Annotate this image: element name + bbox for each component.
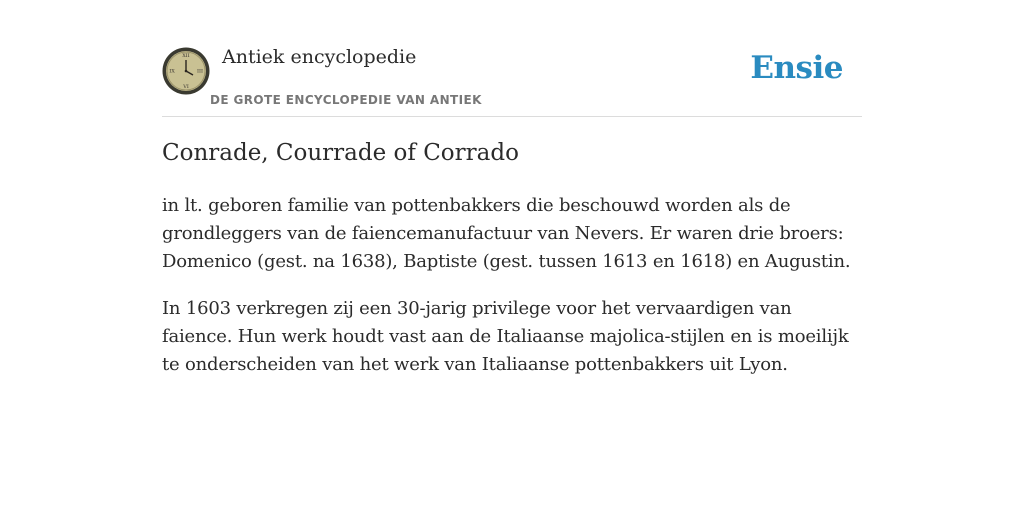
site-header — [162, 0, 862, 117]
site-subtitle: DE GROTE ENCYCLOPEDIE VAN ANTIEK — [210, 93, 482, 107]
article-paragraph: in lt. geboren familie van pottenbakkers die beschouwd worden als de grondleggers van de faiencemanufactuur van Nevers. Er waren drie broers: Domenico (gest. na 1638), Baptiste (gest. tussen 1613 en 1618) en Augustin. — [162, 195, 851, 272]
svg-text:XII: XII — [182, 53, 190, 59]
site-name[interactable]: Antiek encyclopedie — [222, 46, 417, 68]
article-paragraph: In 1603 verkregen zij een 30-jarig privilege voor het vervaardigen van faience. Hun werk houdt vast aan de Italiaanse majolica-stijlen en is moeilijk te onderscheiden van het werk van Italiaanse pottenbakkers uit Lyon. — [162, 298, 849, 375]
brand-logo-link[interactable]: Ensie — [750, 50, 843, 86]
article-body — [162, 192, 862, 398]
page-container — [162, 0, 862, 375]
article-title: Conrade, Courrade of Corrado — [162, 140, 519, 166]
svg-text:VI: VI — [183, 84, 189, 90]
clock-icon[interactable] — [162, 47, 210, 95]
svg-text:IX: IX — [169, 68, 175, 75]
svg-text:III: III — [197, 68, 203, 75]
